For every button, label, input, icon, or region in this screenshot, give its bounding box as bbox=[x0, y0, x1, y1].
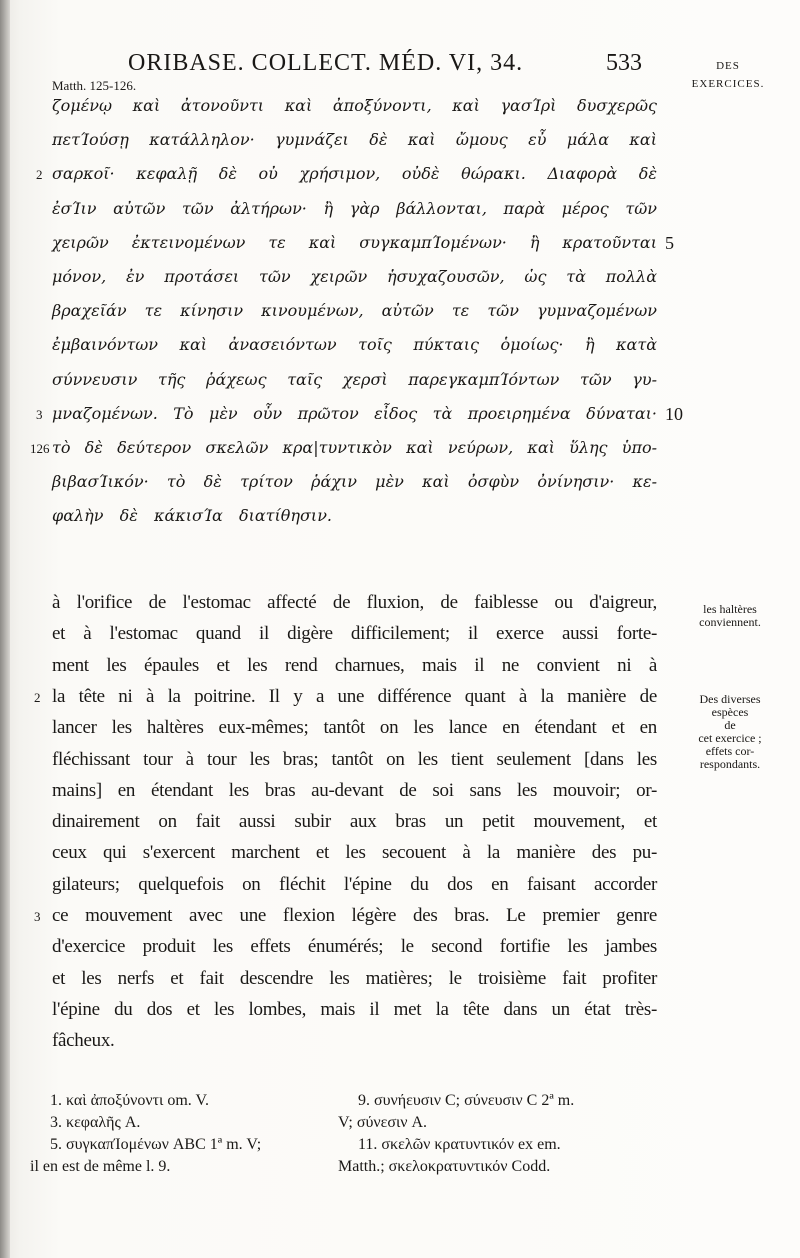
side-title-line-1: DES bbox=[716, 60, 740, 72]
french-text-line: la tête ni à la poitrine. Il y a une différence quant à la manière de bbox=[52, 685, 657, 707]
greek-section-number: 2 bbox=[36, 167, 43, 183]
greek-text-line: χειρῶν ἐκτεινομένων τε καὶ συγκαμπΊομένων· ἢ κρατοῦνται bbox=[52, 232, 657, 252]
french-section-number: 2 bbox=[34, 689, 41, 705]
greek-text-line: ἐσΊιν αὐτῶν τῶν ἀλτήρων· ἢ γὰρ βάλλονται, παρὰ μέρος τῶν bbox=[52, 198, 657, 218]
footnote-right-line: 11. σκελῶν κρατυντικόν ex em. bbox=[358, 1136, 561, 1153]
greek-text-line: ζομένῳ καὶ ἀτονοῦντι καὶ ἀποξύνοντι, καὶ γασΊρὶ δυσχερῶς bbox=[52, 96, 657, 115]
margin-note-line: respondants. bbox=[699, 757, 761, 771]
french-text-line: et à l'estomac quand il digère difficilement; il exerce aussi forte- bbox=[52, 623, 657, 645]
greek-text-line: βραχεῖάν τε κίνησιν κινουμένων, αὐτῶν τε τῶν γυμναζομένων bbox=[52, 301, 657, 321]
french-text-line: gilateurs; quelquefois on fléchit l'épine du dos en faisant accorder bbox=[52, 873, 657, 895]
greek-text-line: μναζομένων. Τὸ μὲν οὖν πρῶτον εἶδος τὰ προειρημένα δύναται· bbox=[52, 403, 657, 423]
french-text-line: et les nerfs et fait descendre les matières; le troisième fait profiter bbox=[52, 967, 657, 989]
french-text-line: ce mouvement avec une flexion légère des bras. Le premier genre bbox=[52, 905, 657, 926]
greek-text-line: σαρκοῖ· κεφαλῇ δὲ οὐ χρήσιμον, οὐδὲ θώρακι. Διαφορὰ δὲ bbox=[52, 164, 657, 184]
footnote-right-line: 9. συνήευσιν C; σύνευσιν C 2ª m. bbox=[358, 1092, 575, 1109]
greek-text-line: ἐμβαινόντων καὶ ἀνασειόντων τοῖς πύκταις ὁμοίως· ἢ κατὰ bbox=[52, 335, 657, 355]
margin-note-halteres bbox=[675, 603, 785, 629]
greek-text-line: βιβασΊικόν· τὸ δὲ τρίτον ῥάχιν μὲν καὶ ὀσφὺν ὀνίνησιν· κε- bbox=[52, 472, 657, 492]
margin-note-line: de bbox=[724, 718, 736, 732]
running-head: ORIBASE. COLLECT. MÉD. VI, 34. bbox=[128, 50, 524, 76]
greek-text-line: μόνον, ἐν προτάσει τῶν χειρῶν ἡσυχαζουσῶν, ὡς τὰ πολλὰ bbox=[52, 267, 657, 286]
greek-text-line: σύννευσιν τῆς ῥάχεως ταῖς χερσὶ παρεγκαμπΊόντων τῶν γυ- bbox=[52, 369, 657, 389]
french-section-number: 3 bbox=[34, 909, 41, 924]
edition-reference: Matth. 125-126. bbox=[52, 78, 137, 93]
margin-note-line: conviennent. bbox=[699, 615, 761, 629]
french-text-line: mains] en étendant les bras au-devant de soi sans les mouvoir; or- bbox=[52, 779, 657, 801]
greek-text-line: τὸ δὲ δεύτερον σκελῶν κρα|τυντικὸν καὶ νεύρων, καὶ ὕλης ὑπο- bbox=[52, 438, 657, 457]
french-text-line: fâcheux. bbox=[52, 1030, 115, 1052]
margin-note-line: cet exercice ; bbox=[698, 731, 762, 745]
greek-line-number: 5 bbox=[665, 232, 674, 253]
binding-gutter bbox=[0, 0, 10, 1258]
page-number: 533 bbox=[606, 50, 642, 76]
greek-text-line: πετΊούσῃ κατάλληλον· γυμνάζει δὲ καὶ ὤμους εὖ μάλα καὶ bbox=[52, 130, 657, 150]
margin-note-especes bbox=[675, 693, 785, 771]
french-text-line: lancer les haltères eux-mêmes; tantôt on les lance en étendant et en bbox=[52, 717, 657, 739]
french-text-line: dinairement on fait aussi subir aux bras un petit mouvement, et bbox=[52, 811, 657, 833]
margin-note-line: effets cor- bbox=[705, 744, 755, 758]
footnote-left-line: il en est de même l. 9. bbox=[30, 1158, 171, 1175]
french-text-line: fléchissant tour à tour les bras; tantôt on les tient seulement [dans les bbox=[52, 748, 657, 770]
footnote-right-line: V; σύνεσιν A. bbox=[338, 1114, 428, 1131]
french-text-line: l'épine du dos et les lombes, mais il met la tête dans un état très- bbox=[52, 998, 657, 1020]
greek-text-line: φαλὴν δὲ κάκισΊα διατίθησιν. bbox=[52, 506, 332, 526]
footnote-left-line: 5. συγκαπΊομένων ABC 1ª m. V; bbox=[50, 1136, 262, 1153]
footnote-left-line: 3. κεφαλῆς A. bbox=[50, 1114, 141, 1131]
french-text-line: ment les épaules et les rend charnues, mais il ne convient ni à bbox=[52, 654, 657, 676]
greek-line-number: 10 bbox=[665, 403, 683, 424]
margin-note-line: Des diverses bbox=[699, 692, 761, 706]
side-title-line-2: EXERCICES. bbox=[691, 78, 765, 90]
footnote-left-line: 1. καὶ ἀποξύνοντι om. V. bbox=[50, 1092, 209, 1109]
greek-section-number: 126 bbox=[30, 441, 50, 456]
margin-note-line: les haltères bbox=[703, 602, 757, 616]
french-text-line: à l'orifice de l'estomac affecté de fluxion, de faiblesse ou d'aigreur, bbox=[52, 592, 657, 613]
margin-note-line: espèces bbox=[711, 705, 749, 719]
french-text-line: ceux qui s'exercent marchent et les secouent à la manière des pu- bbox=[52, 842, 657, 864]
french-text-line: d'exercice produit les effets énumérés; le second fortifie les jambes bbox=[52, 936, 657, 958]
greek-section-number: 3 bbox=[36, 406, 43, 422]
footnote-right-line: Matth.; σκελοκρατυντικόν Codd. bbox=[338, 1158, 551, 1175]
